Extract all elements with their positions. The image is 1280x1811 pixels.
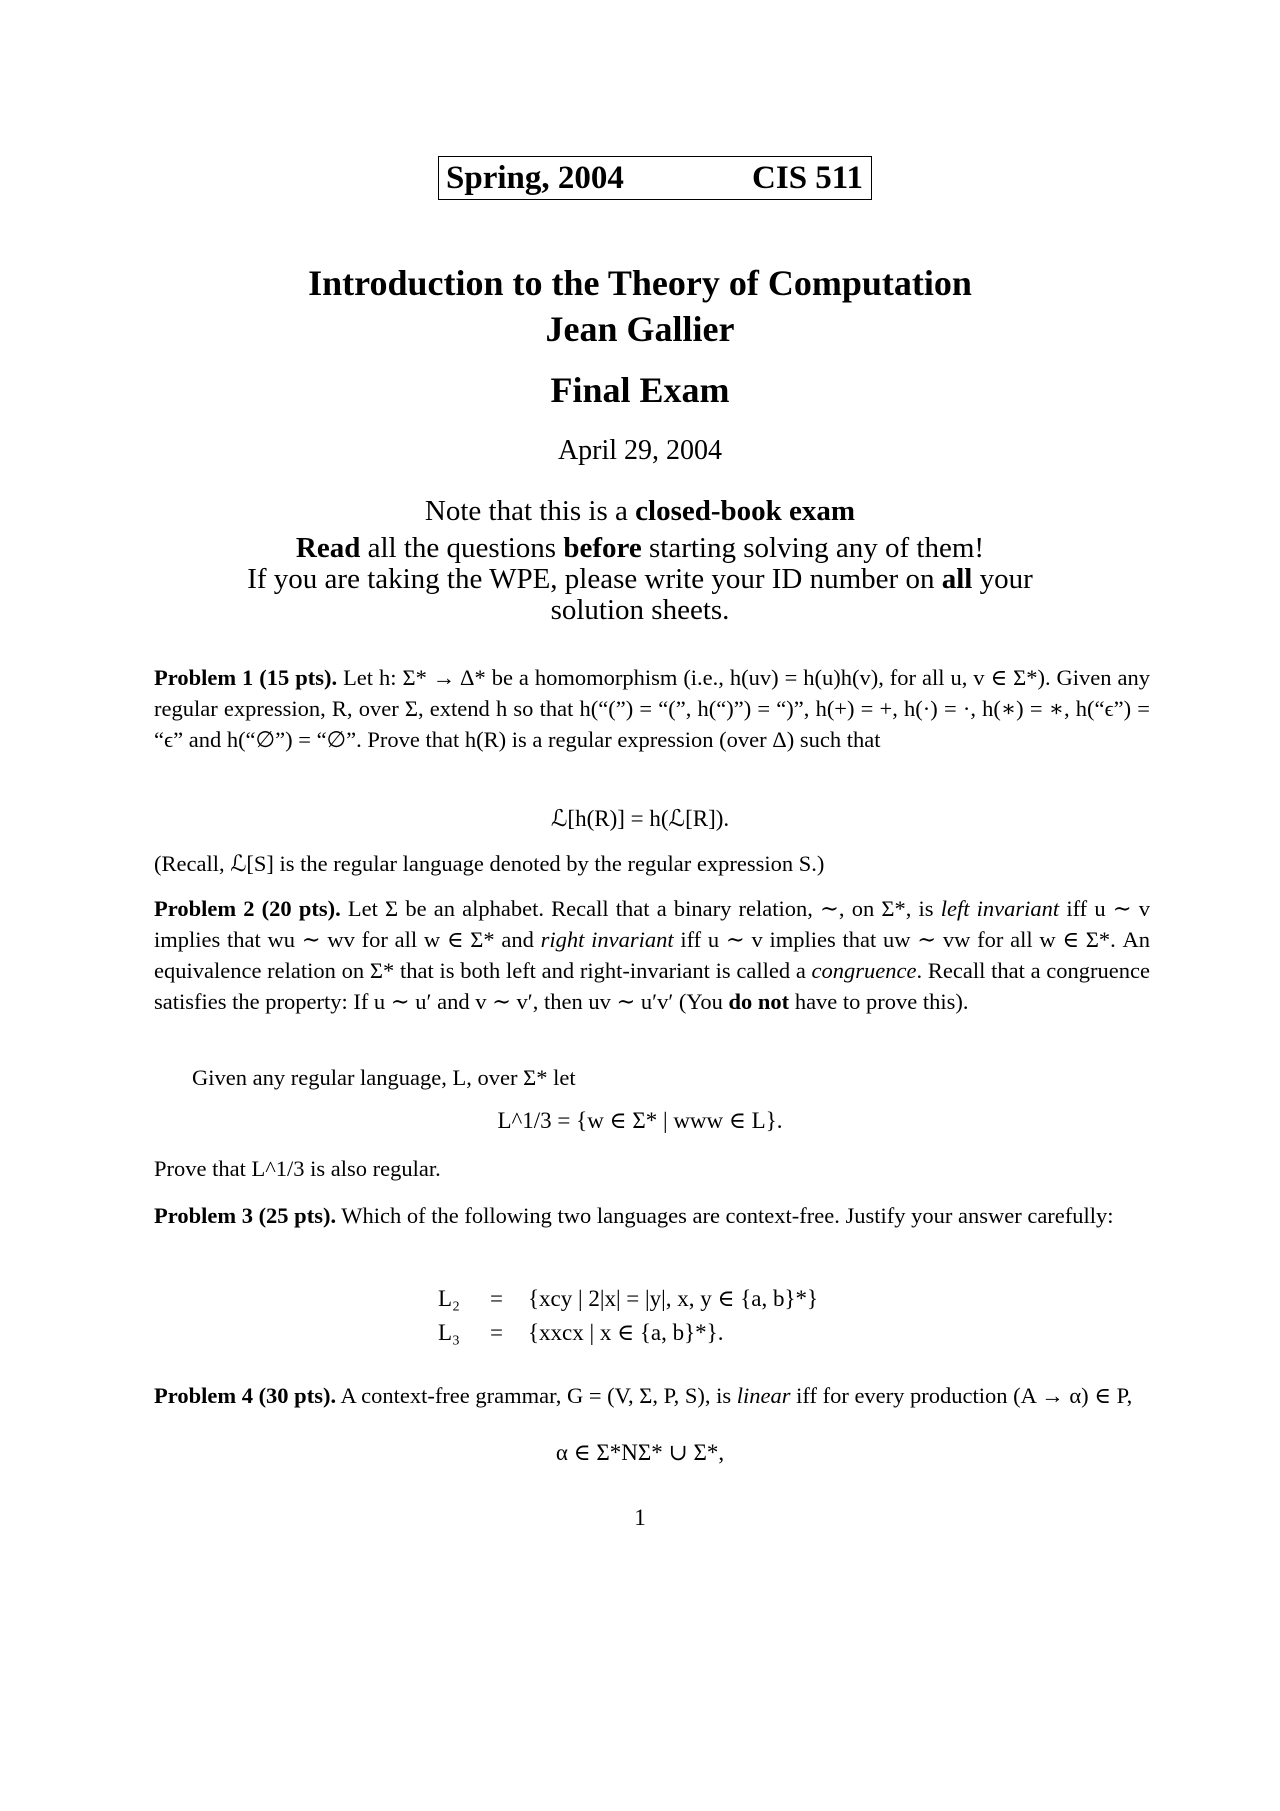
- note-line-4: solution sheets.: [550, 594, 730, 626]
- problem-2-equation: L^1/3 = {w ∈ Σ* | www ∈ L}.: [497, 1108, 783, 1133]
- problem-1: [154, 662, 1150, 755]
- language-l2-name: L₂: [438, 1286, 461, 1311]
- note-line-1: [0, 495, 1280, 528]
- page-number: 1: [634, 1505, 646, 1530]
- problem-4-text: A context-free grammar, G = (V, Σ, P, S), is: [340, 1383, 737, 1408]
- emphasis-do-not: do not: [728, 989, 790, 1014]
- note-emphasis: closed-book exam: [635, 495, 856, 527]
- problem-3-text: Which of the following two languages are context-free. Justify your answer carefully:: [341, 1203, 1114, 1228]
- note-text: starting solving any of them!: [641, 532, 985, 564]
- term-left-invariant: left invariant: [940, 896, 1060, 921]
- note-line-2: [0, 532, 1280, 565]
- problem-2: [154, 893, 1150, 1017]
- term-linear: linear: [736, 1383, 791, 1408]
- course-header-box: [438, 156, 872, 200]
- equals-sign: =: [490, 1320, 503, 1345]
- language-l3-name: L₃: [438, 1320, 461, 1345]
- problem-3: [154, 1200, 1150, 1231]
- semester-label: Spring, 2004: [446, 160, 624, 196]
- problem-4-heading: Problem 4 (30 pts).: [154, 1383, 337, 1408]
- note-text: Note that this is a: [424, 495, 636, 527]
- exam-title: Introduction to the Theory of Computation: [308, 263, 972, 303]
- equals-sign: =: [490, 1286, 503, 1311]
- note-text: all the questions: [360, 532, 564, 564]
- problem-2-text: have to prove this).: [789, 989, 969, 1014]
- term-congruence: congruence: [811, 958, 917, 983]
- problem-1-heading: Problem 1 (15 pts).: [154, 665, 338, 690]
- term-right-invariant: right invariant: [540, 927, 674, 952]
- exam-author: Jean Gallier: [545, 309, 735, 349]
- note-line-3: [0, 563, 1280, 596]
- problem-3-heading: Problem 3 (25 pts).: [154, 1203, 337, 1228]
- problem-2-given: Given any regular language, L, over Σ* let: [192, 1065, 576, 1090]
- problem-2-text: . Recall that a congruence satisfies the property: If u ∼ u′ and v ∼ v′, then uv ∼ u′v′ (You: [154, 958, 1150, 1014]
- problem-1-recall: (Recall, ℒ[S] is the regular language denoted by the regular expression S.): [154, 851, 825, 876]
- language-l2-def: {xcy | 2|x| = |y|, x, y ∈ {a, b}*}: [528, 1286, 819, 1311]
- problem-2-text: Let Σ be an alphabet. Recall that a binary relation, ∼, on Σ*, is: [347, 896, 934, 921]
- exam-name: Final Exam: [550, 370, 730, 410]
- note-emphasis: all: [941, 563, 973, 595]
- problem-2-prove: Prove that L^1/3 is also regular.: [154, 1156, 441, 1181]
- problem-1-equation: ℒ[h(R)] = h(ℒ[R]).: [550, 806, 730, 831]
- note-text: If you are taking the WPE, please write your ID number on: [247, 563, 942, 595]
- problem-4-equation: α ∈ Σ*NΣ* ∪ Σ*,: [555, 1440, 725, 1465]
- language-l3-def: {xxcx | x ∈ {a, b}*}.: [528, 1320, 724, 1345]
- problem-2-text: iff u ∼ v implies that uw ∼ vw for all w ∈ Σ*. An equivalence relation on Σ* that is both left and right-invariant is called a: [154, 927, 1150, 983]
- note-text: your: [972, 563, 1033, 595]
- note-emphasis: Read: [295, 532, 361, 564]
- course-code: CIS 511: [752, 160, 863, 196]
- problem-4: [154, 1380, 1150, 1411]
- problem-2-heading: Problem 2 (20 pts).: [154, 896, 341, 921]
- exam-date: April 29, 2004: [557, 435, 723, 466]
- problem-4-text: iff for every production (A → α) ∈ P,: [790, 1383, 1133, 1408]
- problem-2-text: iff u ∼ v implies that wu ∼ wv for all w ∈ Σ* and: [154, 896, 1151, 952]
- note-emphasis: before: [563, 532, 642, 564]
- problem-1-text: Let h: Σ* → Δ* be a homomorphism (i.e., h(uv) = h(u)h(v), for all u, v ∈ Σ*). Given any regular expression, R, over Σ, extend h so that h(“(”) = “(”, h(“)”) = “)”, h(+) = +, h(·) = ·, h(∗) = ∗, h(“ϵ”) = “ϵ” and h(“∅”) = “∅”. Prove that h(R) is a regular expression (over Δ) such that: [154, 665, 1150, 752]
